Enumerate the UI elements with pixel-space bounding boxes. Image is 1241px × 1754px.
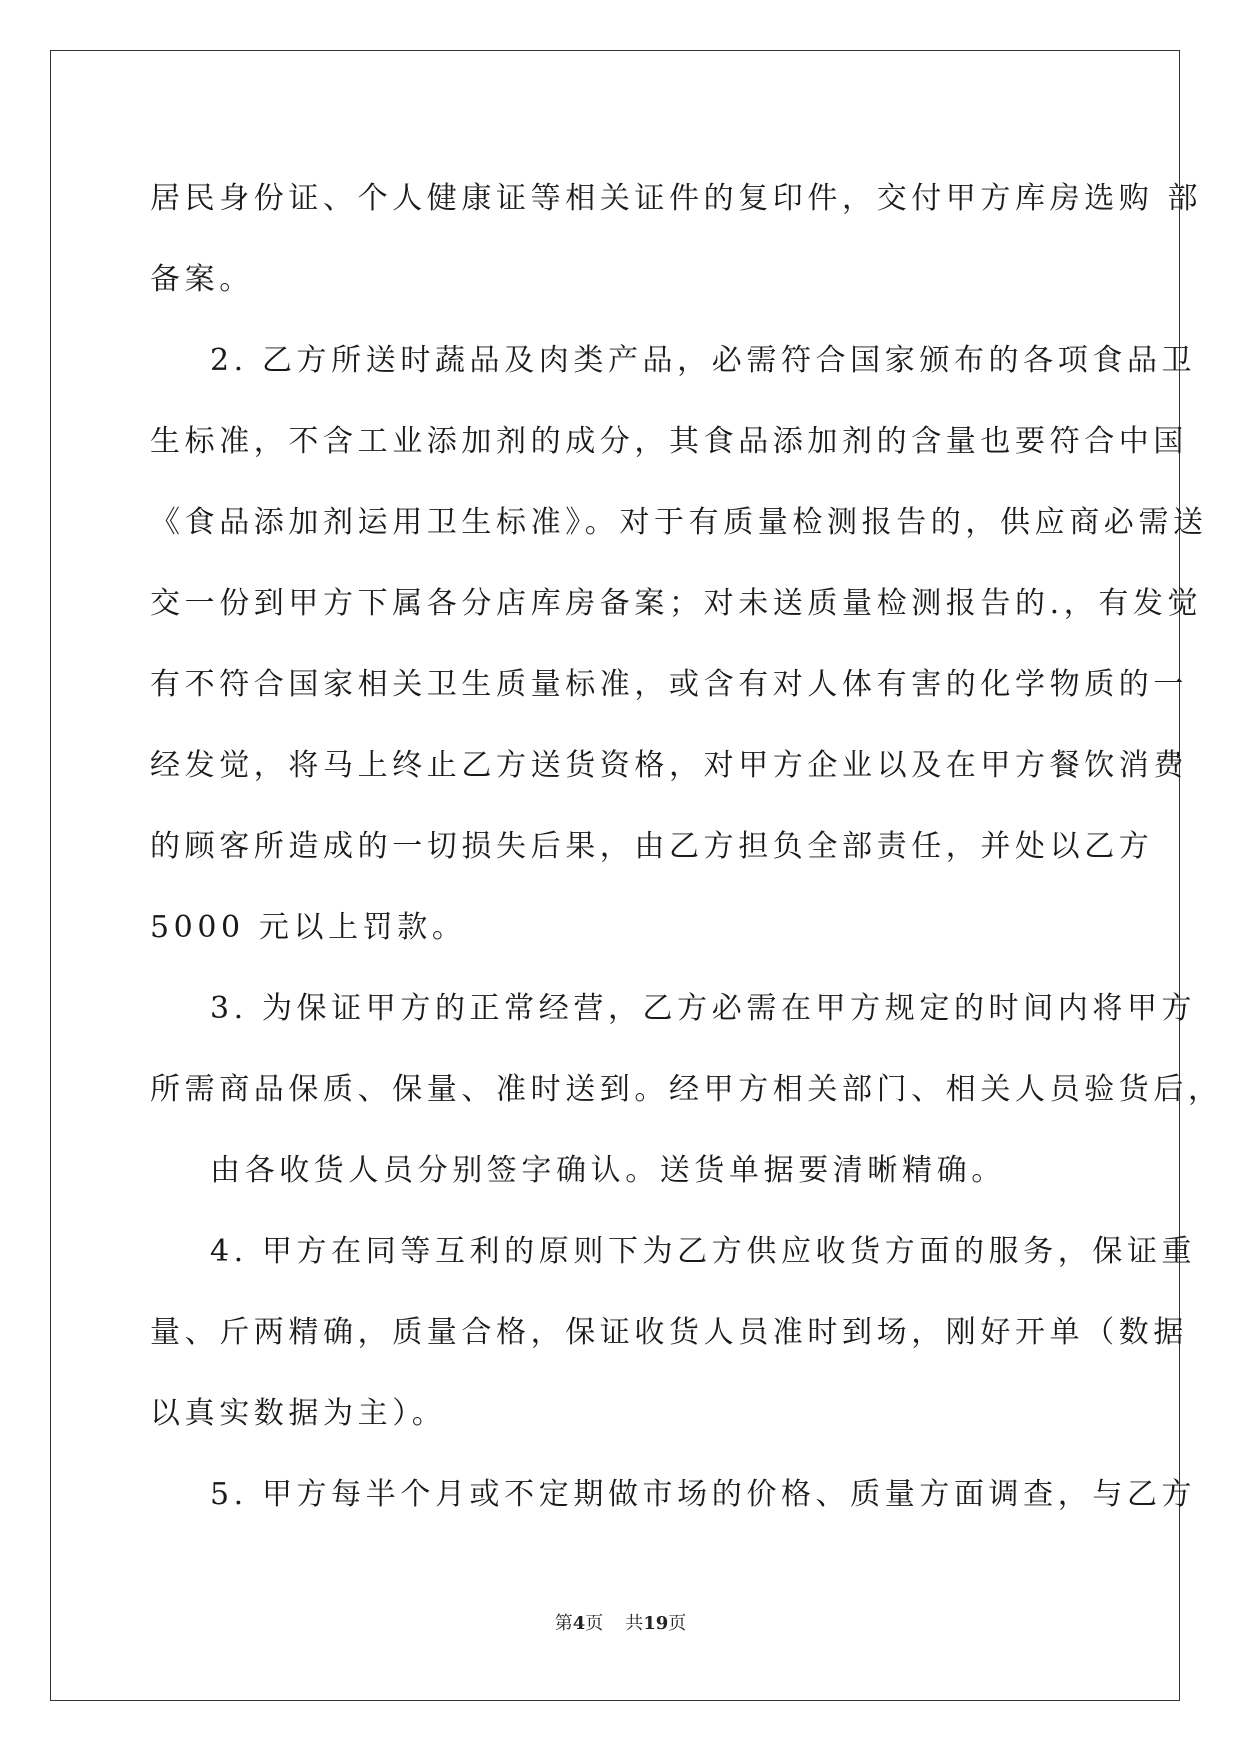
paragraph-4-start: 4. 甲方在同等互利的原则下为乙方供应收货方面的服务，保证重 xyxy=(210,1234,1197,1269)
text-line: 备案。 xyxy=(150,262,254,297)
page-prefix: 第 xyxy=(554,1613,573,1634)
paragraph-2-start: 2. 乙方所送时蔬品及肉类产品，必需符合国家颁布的各项食品卫 xyxy=(210,343,1197,378)
page-number: 4 xyxy=(572,1613,586,1634)
page-suffix: 页 xyxy=(585,1613,604,1634)
paragraph-3-start: 3. 为保证甲方的正常经营，乙方必需在甲方规定的时间内将甲方 xyxy=(210,991,1197,1026)
text-line: 交一份到甲方下属各分店库房备案；对未送质量检测报告的.，有发觉 xyxy=(150,586,1203,621)
text-line: 有不符合国家相关卫生质量标准，或含有对人体有害的化学物质的一 xyxy=(150,667,1188,702)
paragraph-5-start: 5. 甲方每半个月或不定期做市场的价格、质量方面调查，与乙方 xyxy=(210,1477,1197,1512)
text-line: 居民身份证、个人健康证等相关证件的复印件，交付甲方库房选购 部 xyxy=(150,181,1203,216)
text-line: 5000 元以上罚款。 xyxy=(150,910,467,945)
text-line: 《食品添加剂运用卫生标准》。对于有质量检测报告的，供应商必需送 xyxy=(150,505,1208,540)
total-prefix: 共 xyxy=(625,1613,644,1634)
text-line: 生标准，不含工业添加剂的成分，其食品添加剂的含量也要符合中国 xyxy=(150,424,1188,459)
total-suffix: 页 xyxy=(668,1613,687,1634)
text-line: 经发觉，将马上终止乙方送货资格，对甲方企业以及在甲方餐饮消费 xyxy=(150,748,1188,783)
page-footer xyxy=(0,1612,1241,1636)
text-line: 量、斤两精确，质量合格，保证收货人员准时到场，刚好开单（数据 xyxy=(150,1315,1188,1350)
text-line: 所需商品保质、保量、准时送到。经甲方相关部门、相关人员验货后， xyxy=(150,1072,1223,1107)
text-line: 的顾客所造成的一切损失后果，由乙方担负全部责任，并处以乙方 xyxy=(150,829,1154,864)
text-line: 以真实数据为主）。 xyxy=(150,1396,447,1431)
document-body xyxy=(150,158,1223,1535)
text-line: 由各收货人员分别签字确认。送货单据要清晰精确。 xyxy=(210,1153,1006,1188)
total-pages: 19 xyxy=(643,1613,669,1634)
